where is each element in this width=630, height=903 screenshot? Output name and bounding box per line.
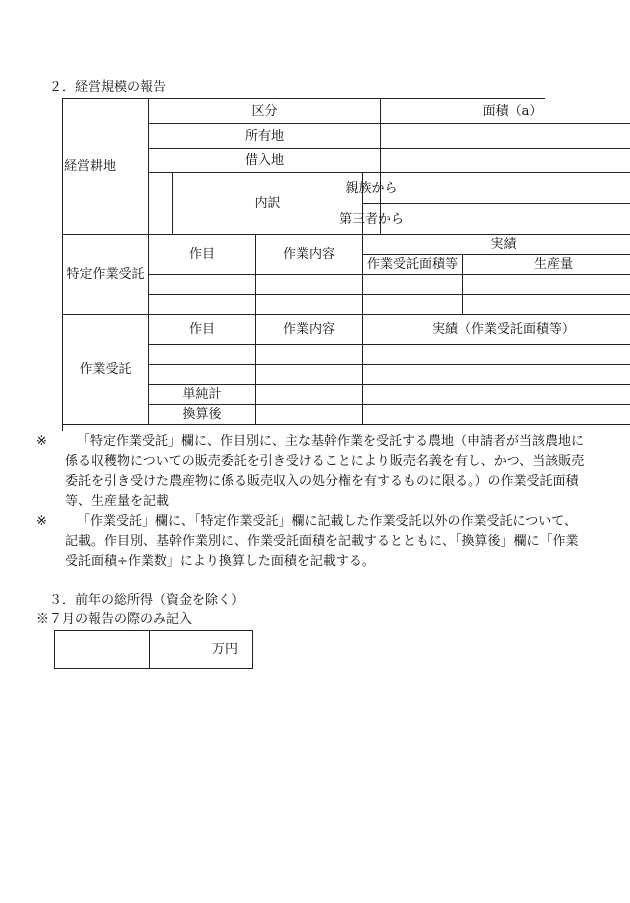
contract-work-cell[interactable] xyxy=(256,365,363,385)
from-third-party-area-cell[interactable] xyxy=(381,204,630,235)
leased-land-area-cell[interactable] xyxy=(381,149,630,173)
simple-total-label: 単純計 xyxy=(149,385,256,405)
converted-work-cell[interactable] xyxy=(256,405,363,425)
breakdown-label: 内訳 xyxy=(173,173,363,235)
specific-results-header: 実績 xyxy=(363,235,630,255)
from-third-party-label: 第三者から xyxy=(363,204,381,235)
income-box xyxy=(54,630,253,669)
specific-contract-area-header: 作業受託面積等 xyxy=(363,255,463,275)
note-mark: ※ xyxy=(36,514,47,529)
note-contract xyxy=(36,512,588,572)
specific-production-cell[interactable] xyxy=(463,275,630,295)
specific-work-cell[interactable] xyxy=(256,295,363,315)
management-scale-table xyxy=(62,98,575,431)
specific-work-cell[interactable] xyxy=(256,275,363,295)
specific-crop-header: 作目 xyxy=(149,235,256,275)
contract-results-header: 実績（作業受託面積等） xyxy=(363,315,630,345)
note-text: 「作業受託」欄に、「特定作業受託」欄に記載した作業受託以外の作業受託について、記載。作目別、基幹作業別に、作業受託面積を記載するとともに、「換算後」欄に「作業受託面積÷作業数」により換算した面積を記載する。 xyxy=(65,514,579,569)
section-3-note: ※７月の報告の際のみ記入 xyxy=(36,612,193,627)
specific-production-cell[interactable] xyxy=(463,295,630,315)
income-unit: 万円 xyxy=(150,631,253,669)
converted-label: 換算後 xyxy=(149,405,256,425)
header-category: 区分 xyxy=(149,99,381,124)
contract-label: 作業受託 xyxy=(63,315,149,425)
specific-contract-area-cell[interactable] xyxy=(363,295,463,315)
header-area: 面積（a） xyxy=(381,99,630,124)
specific-crop-cell[interactable] xyxy=(149,275,256,295)
contract-work-header: 作業内容 xyxy=(256,315,363,345)
note-specific-contract xyxy=(36,432,588,512)
leased-land-label: 借入地 xyxy=(149,149,381,173)
contract-results-cell[interactable] xyxy=(363,345,630,365)
section-2-title: ２．経営規模の報告 xyxy=(49,80,167,95)
farmland-label: 経営耕地 xyxy=(63,99,149,235)
note-mark: ※ xyxy=(36,434,47,449)
specific-work-header: 作業内容 xyxy=(256,235,363,275)
contract-results-cell[interactable] xyxy=(363,365,630,385)
owned-land-label: 所有地 xyxy=(149,124,381,149)
contract-crop-cell[interactable] xyxy=(149,365,256,385)
owned-land-area-cell[interactable] xyxy=(381,124,630,149)
simple-total-work-cell[interactable] xyxy=(256,385,363,405)
income-value-cell[interactable] xyxy=(55,631,150,669)
contract-work-cell[interactable] xyxy=(256,345,363,365)
section-3-title: ３．前年の総所得（資金を除く） xyxy=(49,593,245,608)
specific-contract-label: 特定作業受託 xyxy=(63,235,149,315)
simple-total-results-cell[interactable] xyxy=(363,385,630,405)
specific-contract-area-cell[interactable] xyxy=(363,275,463,295)
contract-crop-header: 作目 xyxy=(149,315,256,345)
notes xyxy=(36,432,588,572)
breakdown-indent-cell xyxy=(149,173,173,235)
converted-results-cell[interactable] xyxy=(363,405,630,425)
contract-crop-cell[interactable] xyxy=(149,345,256,365)
note-text: 「特定作業受託」欄に、作目別に、主な基幹作業を受託する農地（申請者が当該農地に係る収穫物についての販売委託を引き受けることにより販売名義を有し、かつ、当該販売委託を引き受けた農産物に係る販売収入の処分権を有するものに限る。）の作業受託面積等、生産量を記載 xyxy=(65,434,585,509)
from-relatives-area-cell[interactable] xyxy=(381,173,630,204)
specific-production-header: 生産量 xyxy=(463,255,630,275)
from-relatives-label: 親族から xyxy=(363,173,381,204)
specific-crop-cell[interactable] xyxy=(149,295,256,315)
